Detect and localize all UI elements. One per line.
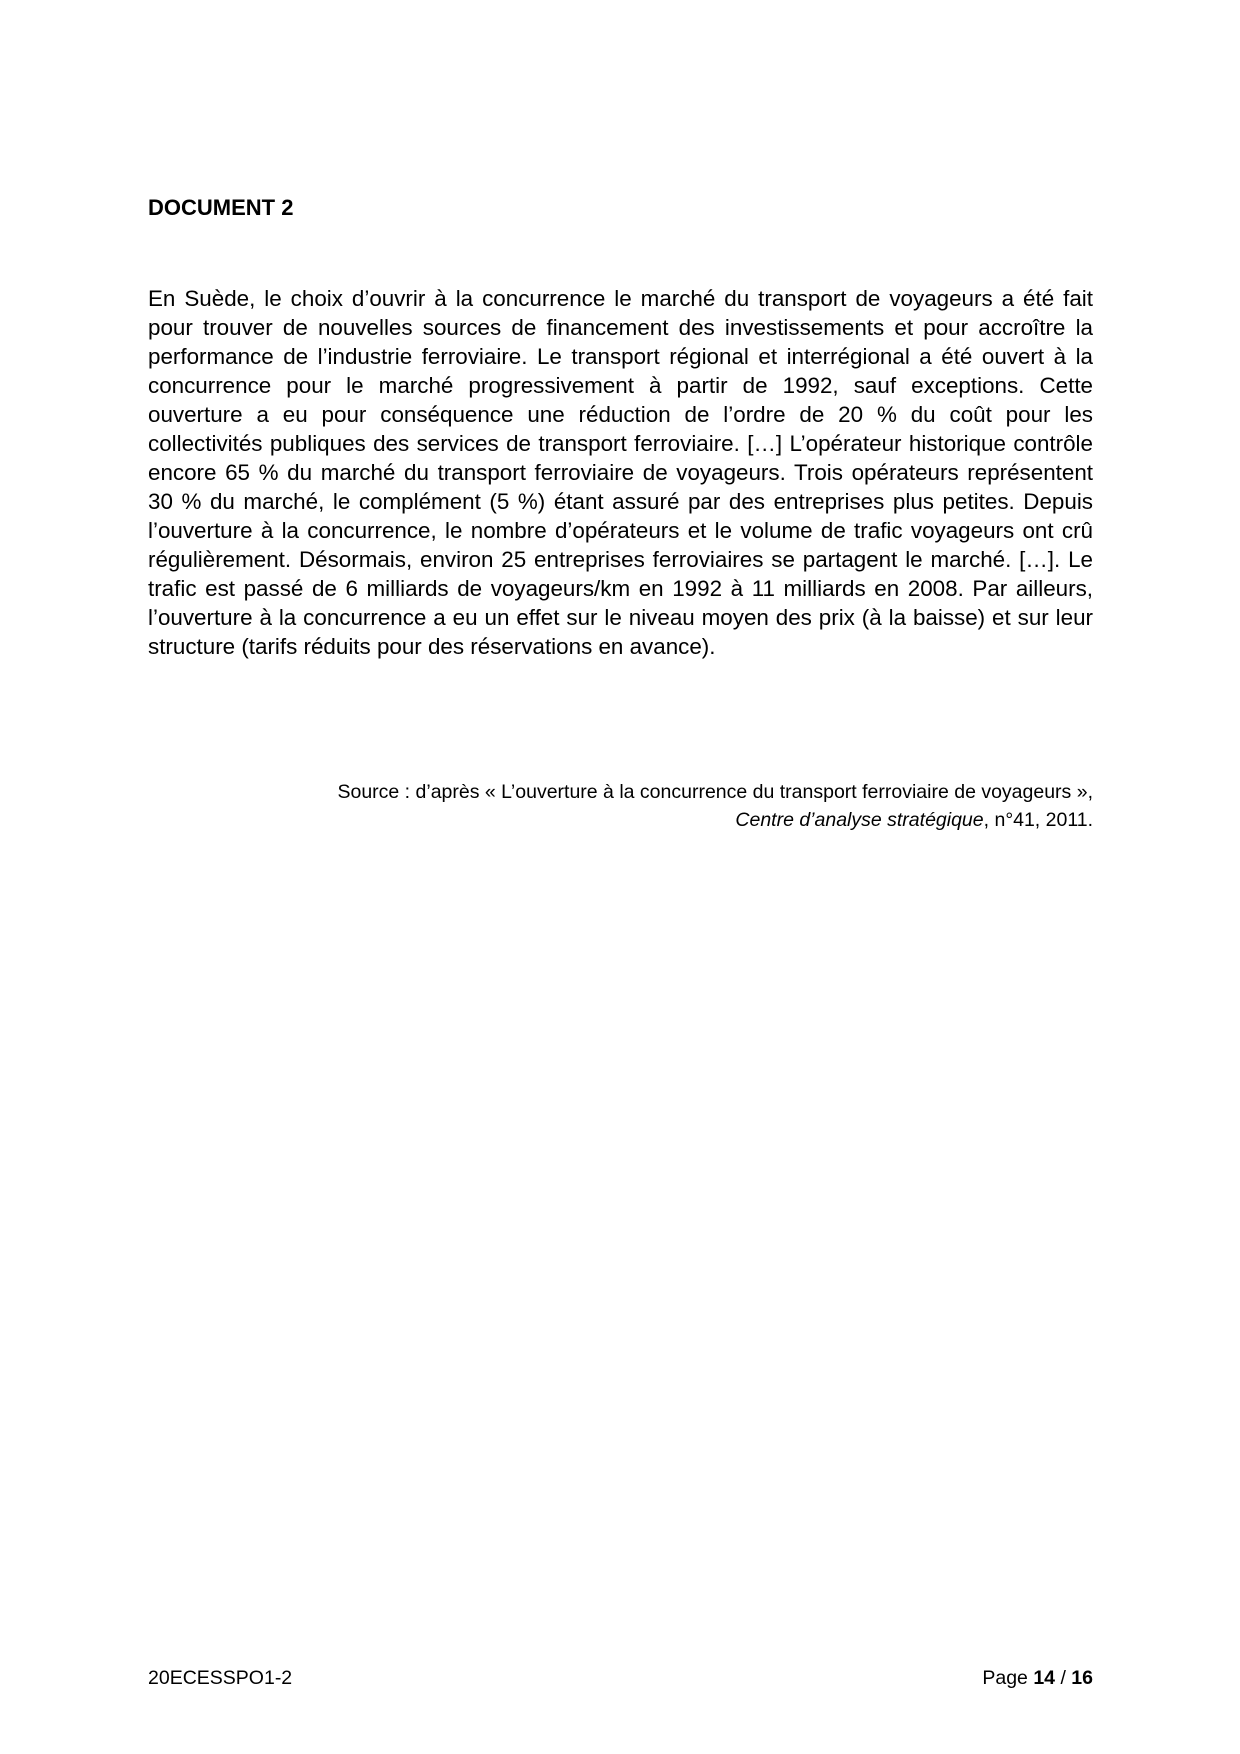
page-separator: /: [1060, 1667, 1066, 1689]
footer-page-number: [982, 1665, 1093, 1691]
source-publication: Centre d’analyse stratégique: [735, 809, 984, 831]
page-current: 14: [1033, 1667, 1056, 1689]
document-paragraph: En Suède, le choix d’ouvrir à la concurrence le marché du transport de voyageurs a été fait pour trouver de nouvelles sources de financement des investissements et pour accroître la performance de l’industrie ferroviaire. Le transport régional et interrégional a été ouvert à la concurrence pour le marché progressivement à partir de 1992, sauf exceptions. Cette ouverture a eu pour conséquence une réduction de l’ordre de 20 % du coût pour les collectivités publiques des services de transport ferroviaire. […] L’opérateur historique contrôle encore 65 % du marché du transport ferroviaire de voyageurs. Trois opérateurs représentent 30 % du marché, le complément (5 %) étant assuré par des entreprises plus petites. Depuis l’ouverture à la concurrence, le nombre d’opérateurs et le volume de trafic voyageurs ont crû régulièrement. Désormais, environ 25 entreprises ferroviaires se partagent le marché. […]. Le trafic est passé de 6 milliards de voyageurs/km en 1992 à 11 milliards en 2008. Par ailleurs, l’ouverture à la concurrence a eu un effet sur le niveau moyen des prix (à la baisse) et sur leur structure (tarifs réduits pour des réservations en avance).: [148, 286, 1093, 659]
footer-exam-code: 20ECESSPO1-2: [148, 1667, 293, 1689]
source-line: Source : d’après « L’ouverture à la concurrence du transport ferroviaire de voyageurs »,: [337, 781, 1093, 803]
document-heading: DOCUMENT 2: [148, 195, 294, 220]
page-total: 16: [1071, 1667, 1093, 1689]
source-citation: [148, 778, 1093, 834]
source-suffix: , n°41, 2011.: [983, 809, 1093, 831]
page-label: Page: [982, 1667, 1028, 1689]
